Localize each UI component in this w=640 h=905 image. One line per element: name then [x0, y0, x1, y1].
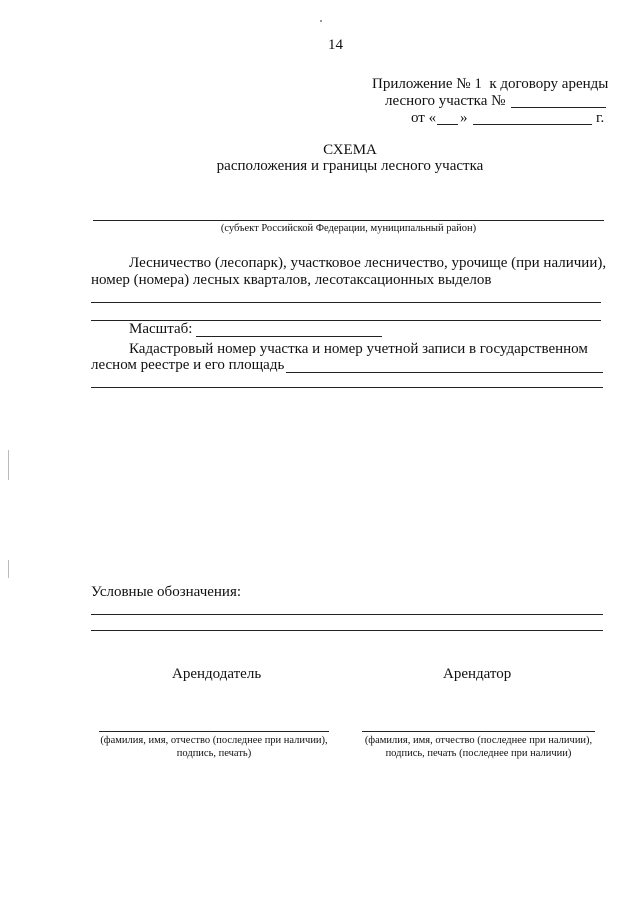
cadastral-field-1[interactable]: [286, 372, 603, 373]
contract-number-field[interactable]: [511, 107, 606, 108]
date-month-year-field[interactable]: [473, 124, 592, 125]
lessor-caption-line-2: подпись, печать): [176, 748, 252, 759]
document-title: СХЕМА: [323, 142, 377, 158]
lessor-title: Арендодатель: [172, 666, 262, 682]
appendix-line-1: Приложение № 1 к договору аренды: [372, 76, 609, 92]
scan-speck: [8, 450, 9, 480]
scan-speck: [8, 560, 9, 578]
appendix-date-open: от «: [411, 110, 437, 126]
scale-field[interactable]: [196, 336, 382, 337]
lessee-signature-field[interactable]: [362, 731, 595, 732]
lessee-title: Арендатор: [443, 666, 512, 682]
date-day-field[interactable]: [437, 124, 458, 125]
legend-field-2[interactable]: [91, 630, 603, 631]
appendix-date-quote: »: [460, 110, 468, 126]
cadastral-text-line-2: лесном реестре и его площадь: [91, 357, 285, 373]
appendix-line-2-label: лесного участка №: [385, 93, 506, 109]
cadastral-field-2[interactable]: [91, 387, 603, 388]
legend-label: Условные обозначения:: [91, 584, 242, 600]
forestry-text-line-1: Лесничество (лесопарк), участковое лесничество, урочище (при наличии),: [129, 255, 607, 271]
lessor-signature-field[interactable]: [99, 731, 329, 732]
scale-label: Масштаб:: [129, 321, 193, 337]
lessor-caption-line-1: (фамилия, имя, отчество (последнее при наличии),: [100, 735, 328, 746]
appendix-date-year: г.: [596, 110, 605, 126]
lessee-caption-line-1: (фамилия, имя, отчество (последнее при наличии),: [364, 735, 593, 746]
scan-speck: [320, 20, 322, 22]
cadastral-text-line-1: Кадастровый номер участка и номер учетной записи в государственном: [129, 341, 588, 357]
forestry-field-1[interactable]: [91, 302, 601, 303]
lessee-caption: [356, 734, 601, 760]
forestry-text-line-2: номер (номера) лесных кварталов, лесотаксационных выделов: [91, 272, 492, 288]
document-subtitle: расположения и границы лесного участка: [216, 158, 484, 174]
page-number: 14: [328, 37, 343, 53]
lessor-caption: [92, 734, 336, 760]
legend-field-1[interactable]: [91, 614, 603, 615]
subject-field[interactable]: [93, 220, 604, 221]
lessee-caption-line-2: подпись, печать (последнее при наличии): [385, 748, 572, 759]
subject-caption: (субъект Российской Федерации, муниципальный район): [220, 223, 477, 234]
